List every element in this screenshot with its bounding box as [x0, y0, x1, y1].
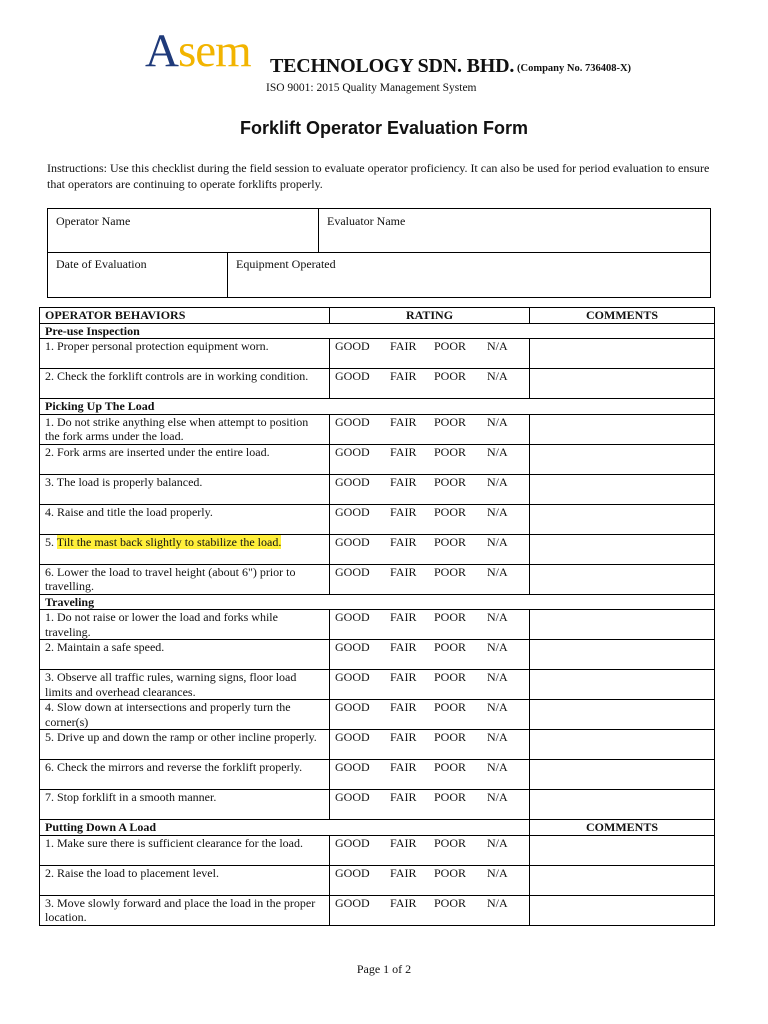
- comments-cell[interactable]: [530, 640, 715, 670]
- behavior-cell: [40, 700, 330, 730]
- behavior-text: 2. Raise the load to placement level.: [45, 865, 219, 880]
- behavior-text: 4. Slow down at intersections and properly turn the corner(s): [45, 700, 291, 729]
- table-row: [40, 369, 715, 399]
- behavior-text: 1. Proper personal protection equipment worn.: [45, 339, 269, 353]
- section-title: Picking Up The Load: [40, 399, 715, 415]
- evaluation-info-box: [47, 208, 711, 298]
- behavior-cell: [40, 610, 330, 640]
- rating-options: [330, 730, 530, 760]
- table-row: [40, 339, 715, 369]
- rating-option-poor[interactable]: POOR: [434, 730, 467, 744]
- rating-option-poor[interactable]: POOR: [434, 414, 467, 429]
- rating-options: [330, 895, 530, 925]
- rating-options: [330, 414, 530, 444]
- evaluator-name-field[interactable]: Evaluator Name: [327, 214, 406, 228]
- company-name: TECHNOLOGY SDN. BHD.: [270, 55, 515, 77]
- rating-option-na[interactable]: N/A: [487, 730, 508, 744]
- comments-cell[interactable]: [530, 414, 715, 444]
- rating-option-poor[interactable]: POOR: [434, 700, 467, 714]
- divider: [227, 252, 228, 298]
- comments-cell[interactable]: [530, 670, 715, 700]
- rating-option-fair[interactable]: FAIR: [390, 369, 417, 383]
- rating-option-good[interactable]: GOOD: [335, 504, 370, 519]
- behavior-cell: [40, 640, 330, 670]
- company-registration: (Company No. 736408-X): [517, 63, 632, 74]
- rating-option-fair[interactable]: FAIR: [390, 444, 417, 459]
- behavior-cell: [40, 835, 330, 865]
- rating-option-na[interactable]: N/A: [487, 700, 508, 714]
- rating-option-poor[interactable]: POOR: [434, 504, 467, 519]
- rating-option-fair[interactable]: FAIR: [390, 474, 417, 489]
- behavior-cell: [40, 895, 330, 925]
- page-number: Page 1 of 2: [356, 962, 412, 976]
- rating-option-poor[interactable]: POOR: [434, 564, 467, 579]
- rating-option-good[interactable]: GOOD: [335, 414, 370, 429]
- behavior-text: 2. Check the forklift controls are in working condition.: [45, 369, 309, 383]
- behavior-text: 3. Observe all traffic rules, warning signs, floor load limits and overhead clearances.: [45, 670, 297, 699]
- rating-option-good[interactable]: GOOD: [335, 895, 370, 910]
- rating-option-na[interactable]: N/A: [487, 670, 508, 684]
- rating-option-na[interactable]: N/A: [487, 504, 508, 519]
- rating-option-na[interactable]: N/A: [487, 444, 508, 459]
- rating-option-fair[interactable]: FAIR: [390, 534, 417, 549]
- rating-option-poor[interactable]: POOR: [434, 369, 467, 383]
- section-row: [40, 594, 715, 610]
- header-comments: COMMENTS: [530, 308, 715, 324]
- rating-option-na[interactable]: N/A: [487, 369, 508, 383]
- behavior-cell: [40, 414, 330, 444]
- rating-option-poor[interactable]: POOR: [434, 865, 467, 880]
- rating-option-good[interactable]: GOOD: [335, 534, 370, 549]
- form-title: Forklift Operator Evaluation Form: [239, 118, 529, 138]
- rating-option-good[interactable]: GOOD: [335, 790, 370, 804]
- rating-option-poor[interactable]: POOR: [434, 790, 467, 804]
- rating-option-fair[interactable]: FAIR: [390, 414, 417, 429]
- rating-option-good[interactable]: GOOD: [335, 640, 370, 654]
- rating-option-na[interactable]: N/A: [487, 760, 508, 774]
- behavior-cell: [40, 865, 330, 895]
- table-row: [40, 474, 715, 504]
- table-row: [40, 700, 715, 730]
- rating-option-fair[interactable]: FAIR: [390, 835, 417, 850]
- header-operator-behaviors: OPERATOR BEHAVIORS: [40, 308, 330, 324]
- behavior-cell: [40, 504, 330, 534]
- rating-option-na[interactable]: N/A: [487, 414, 508, 429]
- table-row: [40, 564, 715, 594]
- rating-options: [330, 700, 530, 730]
- rating-options: [330, 610, 530, 640]
- table-row: [40, 670, 715, 700]
- letterhead: [0, 22, 768, 102]
- table-row: [40, 534, 715, 564]
- comments-cell[interactable]: [530, 760, 715, 790]
- rating-option-fair[interactable]: FAIR: [390, 640, 417, 654]
- rating-options: [330, 640, 530, 670]
- table-row: [40, 790, 715, 820]
- section-title: Traveling: [40, 594, 715, 610]
- behavior-cell: [40, 369, 330, 399]
- rating-option-fair[interactable]: FAIR: [390, 339, 417, 353]
- behavior-cell: [40, 534, 330, 564]
- rating-option-fair[interactable]: FAIR: [390, 670, 417, 684]
- behavior-text: 6. Check the mirrors and reverse the forklift properly.: [45, 760, 303, 774]
- table-row: [40, 610, 715, 640]
- date-of-evaluation-field[interactable]: Date of Evaluation: [56, 257, 147, 271]
- rating-option-poor[interactable]: POOR: [434, 534, 467, 549]
- table-row: [40, 730, 715, 760]
- comments-cell[interactable]: [530, 700, 715, 730]
- header-rating: RATING: [330, 308, 530, 324]
- equipment-operated-field[interactable]: Equipment Operated: [236, 257, 336, 271]
- table-row: [40, 504, 715, 534]
- table-header-row: [40, 308, 715, 324]
- rating-option-fair[interactable]: FAIR: [390, 895, 417, 910]
- rating-option-na[interactable]: N/A: [487, 534, 508, 549]
- comments-cell[interactable]: [530, 504, 715, 534]
- evaluation-table: [39, 307, 715, 926]
- behavior-text: 1. Do not strike anything else when attempt to position the fork arms under the load.: [45, 414, 309, 443]
- rating-option-good[interactable]: GOOD: [335, 730, 370, 744]
- iso-certification: ISO 9001: 2015 Quality Management System: [266, 82, 477, 94]
- behavior-cell: [40, 730, 330, 760]
- rating-options: [330, 835, 530, 865]
- rating-option-poor[interactable]: POOR: [434, 835, 467, 850]
- comments-cell[interactable]: [530, 835, 715, 865]
- behavior-text: 5. Drive up and down the ramp or other incline properly.: [45, 730, 317, 744]
- divider: [318, 209, 319, 252]
- rating-option-fair[interactable]: FAIR: [390, 865, 417, 880]
- rating-options: [330, 504, 530, 534]
- behavior-text: 1. Make sure there is sufficient clearance for the load.: [45, 835, 303, 850]
- rating-option-na[interactable]: N/A: [487, 474, 508, 489]
- behavior-text: 1. Do not raise or lower the load and forks while traveling.: [45, 610, 278, 639]
- behavior-text: 4. Raise and title the load properly.: [45, 504, 213, 519]
- section-comments-label: COMMENTS: [530, 820, 715, 836]
- behavior-text: 3. The load is properly balanced.: [45, 474, 203, 489]
- behavior-text: 5. Tilt the mast back slightly to stabilize the load.: [45, 534, 282, 549]
- rating-option-good[interactable]: GOOD: [335, 760, 370, 774]
- rating-option-poor[interactable]: POOR: [434, 760, 467, 774]
- rating-option-poor[interactable]: POOR: [434, 610, 467, 624]
- rating-options: [330, 670, 530, 700]
- rating-option-good[interactable]: GOOD: [335, 564, 370, 579]
- rating-option-poor[interactable]: POOR: [434, 670, 467, 684]
- behavior-text: 2. Fork arms are inserted under the entire load.: [45, 444, 270, 459]
- rating-option-good[interactable]: GOOD: [335, 339, 370, 353]
- table-row: [40, 835, 715, 865]
- rating-option-poor[interactable]: POOR: [434, 474, 467, 489]
- table-row: [40, 895, 715, 925]
- section-title: Putting Down A Load: [40, 820, 530, 836]
- rating-option-good[interactable]: GOOD: [335, 474, 370, 489]
- comments-cell[interactable]: [530, 895, 715, 925]
- behavior-cell: [40, 564, 330, 594]
- rating-option-good[interactable]: GOOD: [335, 670, 370, 684]
- rating-option-fair[interactable]: FAIR: [390, 504, 417, 519]
- rating-options: [330, 474, 530, 504]
- behavior-cell: [40, 474, 330, 504]
- table-row: [40, 414, 715, 444]
- rating-option-poor[interactable]: POOR: [434, 444, 467, 459]
- comments-cell[interactable]: [530, 534, 715, 564]
- table-row: [40, 760, 715, 790]
- highlighted-text: Tilt the mast back slightly to stabilize the load.: [56, 534, 282, 549]
- rating-option-poor[interactable]: POOR: [434, 339, 467, 353]
- divider: [48, 252, 710, 253]
- comments-cell[interactable]: [530, 730, 715, 760]
- rating-option-fair[interactable]: FAIR: [390, 564, 417, 579]
- comments-cell[interactable]: [530, 369, 715, 399]
- rating-option-poor[interactable]: POOR: [434, 640, 467, 654]
- rating-option-na[interactable]: N/A: [487, 865, 508, 880]
- behavior-cell: [40, 760, 330, 790]
- rating-options: [330, 339, 530, 369]
- rating-option-fair[interactable]: FAIR: [390, 760, 417, 774]
- rating-option-good[interactable]: GOOD: [335, 835, 370, 850]
- behavior-cell: [40, 790, 330, 820]
- rating-option-poor[interactable]: POOR: [434, 895, 467, 910]
- rating-option-fair[interactable]: FAIR: [390, 730, 417, 744]
- behavior-text: 7. Stop forklift in a smooth manner.: [45, 790, 217, 804]
- comments-cell[interactable]: [530, 865, 715, 895]
- rating-options: [330, 534, 530, 564]
- table-row: [40, 865, 715, 895]
- rating-options: [330, 369, 530, 399]
- behavior-text: 6. Lower the load to travel height (about 6") prior to travelling.: [45, 564, 296, 593]
- rating-option-na[interactable]: N/A: [487, 564, 508, 579]
- behavior-text: 3. Move slowly forward and place the load in the proper location.: [45, 895, 316, 924]
- comments-cell[interactable]: [530, 610, 715, 640]
- section-row: [40, 323, 715, 339]
- behavior-cell: [40, 670, 330, 700]
- rating-options: [330, 760, 530, 790]
- rating-option-fair[interactable]: FAIR: [390, 610, 417, 624]
- rating-option-na[interactable]: N/A: [487, 640, 508, 654]
- table-row: [40, 444, 715, 474]
- table-row: [40, 640, 715, 670]
- rating-option-fair[interactable]: FAIR: [390, 700, 417, 714]
- rating-options: [330, 564, 530, 594]
- rating-options: [330, 444, 530, 474]
- operator-name-field[interactable]: Operator Name: [56, 214, 131, 228]
- comments-cell[interactable]: [530, 339, 715, 369]
- behavior-cell: [40, 444, 330, 474]
- section-row: [40, 820, 715, 836]
- rating-option-na[interactable]: N/A: [487, 339, 508, 353]
- rating-option-good[interactable]: GOOD: [335, 700, 370, 714]
- rating-option-good[interactable]: GOOD: [335, 369, 370, 383]
- rating-option-na[interactable]: N/A: [487, 835, 508, 850]
- comments-cell[interactable]: [530, 444, 715, 474]
- rating-options: [330, 790, 530, 820]
- behavior-text: 2. Maintain a safe speed.: [45, 640, 165, 654]
- comments-cell[interactable]: [530, 790, 715, 820]
- behavior-cell: [40, 339, 330, 369]
- section-title: Pre-use Inspection: [40, 323, 715, 339]
- company-logo: Asem: [145, 25, 251, 77]
- rating-option-good[interactable]: GOOD: [335, 865, 370, 880]
- rating-option-na[interactable]: N/A: [487, 790, 508, 804]
- rating-option-na[interactable]: N/A: [487, 610, 508, 624]
- form-instructions: Instructions: Use this checklist during the field session to evaluate operator proficiency. It can also be used for period evaluation to ensure that operators are continuing to operate forklifts properly.: [47, 161, 710, 191]
- rating-option-fair[interactable]: FAIR: [390, 790, 417, 804]
- comments-cell[interactable]: [530, 564, 715, 594]
- rating-option-good[interactable]: GOOD: [335, 610, 370, 624]
- rating-option-good[interactable]: GOOD: [335, 444, 370, 459]
- rating-option-na[interactable]: N/A: [487, 895, 508, 910]
- comments-cell[interactable]: [530, 474, 715, 504]
- section-row: [40, 399, 715, 415]
- rating-options: [330, 865, 530, 895]
